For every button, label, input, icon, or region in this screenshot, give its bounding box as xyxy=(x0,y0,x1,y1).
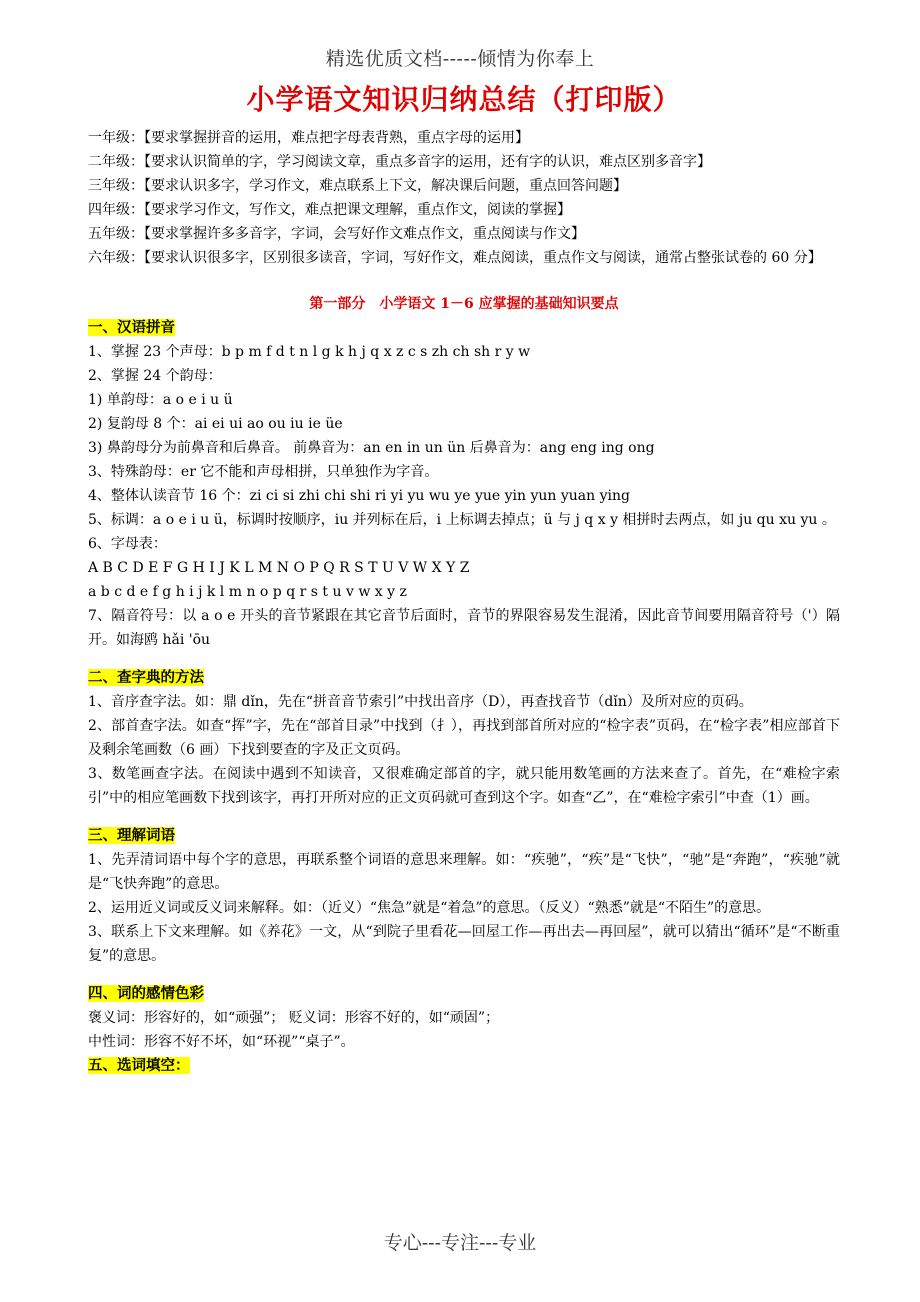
alphabet-upper: A B C D E F G H I J K L M N O P Q R S T U V W X Y Z xyxy=(88,560,470,576)
section-dictionary xyxy=(88,666,840,810)
section-emotion xyxy=(88,982,840,1054)
section-line: 2、运用近义词或反义词来解释。如：（近义）“焦急”就是“着急”的意思。（反义）“熟悉”就是“不陌生”的意思。 xyxy=(88,900,771,916)
document-title: 小学语文知识归纳总结（打印版） xyxy=(246,83,682,116)
section-line: 3、数笔画查字法。在阅读中遇到不知读音，又很难确定部首的字，就只能用数笔画的方法来查了。首先，在“难检字索引”中的相应笔画数下找到该字，再打开所对应的正文页码就可查到这个字。如查“乙”，在“难检字索引”中查（1）画。 xyxy=(88,766,840,806)
section-line: 2) 复韵母 8 个：ai ei ui ao ou iu ie üe xyxy=(88,416,343,432)
grade-line: 三年级：【要求认识多字，学习作文，难点联系上下文，解决课后问题，重点回答问题】 xyxy=(88,178,627,194)
grade-line: 一年级：【要求掌握拼音的运用，难点把字母表背熟，重点字母的运用】 xyxy=(88,130,529,146)
section-line: 3、特殊韵母：er 它不能和声母相拼，只单独作为字音。 xyxy=(88,464,439,480)
grade-line: 四年级：【要求学习作文，写作文，难点把课文理解，重点作文，阅读的掌握】 xyxy=(88,202,571,218)
section-line: 1、音序查字法。如：鼎 dǐn，先在“拼音音节索引”中找出音序（D），再查找音节（dǐn）及所对应的页码。 xyxy=(88,694,753,710)
section-line: 2、部首查字法。如查“挥”字，先在“部首目录”中找到（扌），再找到部首所对应的“检字表”页码，在“检字表”相应部首下及剩余笔画数（6 画）下找到要查的字及正文页码。 xyxy=(88,718,840,758)
section-line: 7、隔音符号：以 a o e 开头的音节紧跟在其它音节后面时，音节的界限容易发生混淆，因此音节间要用隔音符号（'）隔开。如海鸥 hǎi 'ōu xyxy=(88,608,840,648)
section-line: 5、标调：a o e i u ü，标调时按顺序，iu 并列标在后，i 上标调去掉点；ü 与 j q x y 相拼时去两点，如 ju qu xu yu 。 xyxy=(88,512,836,528)
page-header: 精选优质文档-----倾情为你奉上 xyxy=(325,48,595,70)
section-pinyin xyxy=(88,316,840,652)
section-line: 中性词：形容不好不坏，如“环视”“桌子”。 xyxy=(88,1034,355,1050)
section-line: 3) 鼻韵母分为前鼻音和后鼻音。 前鼻音为：an en in un ün 后鼻音为：ang eng ing ong xyxy=(88,440,655,456)
spacer xyxy=(88,968,840,982)
spacer xyxy=(88,270,840,292)
heading-highlight: 二、查字典的方法 xyxy=(88,669,204,686)
part-title: 第一部分 小学语文 1－6 应掌握的基础知识要点 xyxy=(309,296,619,312)
section-line: 2、掌握 24 个韵母： xyxy=(88,368,222,384)
heading-highlight: 一、汉语拼音 xyxy=(88,319,175,336)
section-heading xyxy=(88,824,840,848)
section-heading xyxy=(88,316,840,340)
section-line: 4、整体认读音节 16 个：zi ci si zhi chi shi ri yi yu wu ye yue yin yun yuan ying xyxy=(88,488,630,504)
section-line: 1、先弄清词语中每个字的意思，再联系整个词语的意思来理解。如：“疾驰”，“疾”是“飞快”，“驰”是“奔跑”，“疾驰”就是“飞快奔跑”的意思。 xyxy=(88,852,840,892)
section-heading xyxy=(88,666,840,690)
heading-highlight: 五、选词填空： xyxy=(88,1057,190,1074)
alphabet-lower: a b c d e f g h i j k l m n o p q r s t u v w x y z xyxy=(88,584,407,600)
page-footer: 专心---专注---专业 xyxy=(383,1232,537,1254)
grade-line: 五年级：【要求掌握许多多音字，字词，会写好作文难点作文，重点阅读与作文】 xyxy=(88,226,585,242)
section-line: 3、联系上下文来理解。如《养花》一文，从“到院子里看花—回屋工作—再出去—再回屋”，就可以猜出“循环”是“不断重复”的意思。 xyxy=(88,924,840,964)
section-heading xyxy=(88,982,840,1006)
section-fill xyxy=(88,1054,840,1078)
section-line: 褒义词：形容好的，如“顽强”； 贬义词：形容不好的，如“顽固”； xyxy=(88,1010,500,1026)
heading-highlight: 四、词的感情色彩 xyxy=(88,985,204,1002)
spacer xyxy=(88,810,840,824)
grade-requirements xyxy=(88,126,840,270)
heading-highlight: 三、理解词语 xyxy=(88,827,175,844)
section-line: 6、字母表： xyxy=(88,536,167,552)
spacer xyxy=(88,652,840,666)
document-body xyxy=(88,80,840,1078)
section-line: 1) 单韵母：a o e i u ü xyxy=(88,392,233,408)
grade-line: 二年级：【要求认识简单的字，学习阅读文章，重点多音字的运用，还有字的认识，难点区别多音字】 xyxy=(88,154,711,170)
section-heading xyxy=(88,1054,840,1078)
grade-line: 六年级：【要求认识很多字，区别很多读音，字词，写好作文，难点阅读，重点作文与阅读，通常占整张试卷的 60 分】 xyxy=(88,250,822,266)
section-line: 1、掌握 23 个声母：b p m f d t n l g k h j q x z c s zh ch sh r y w xyxy=(88,344,531,360)
section-words xyxy=(88,824,840,968)
